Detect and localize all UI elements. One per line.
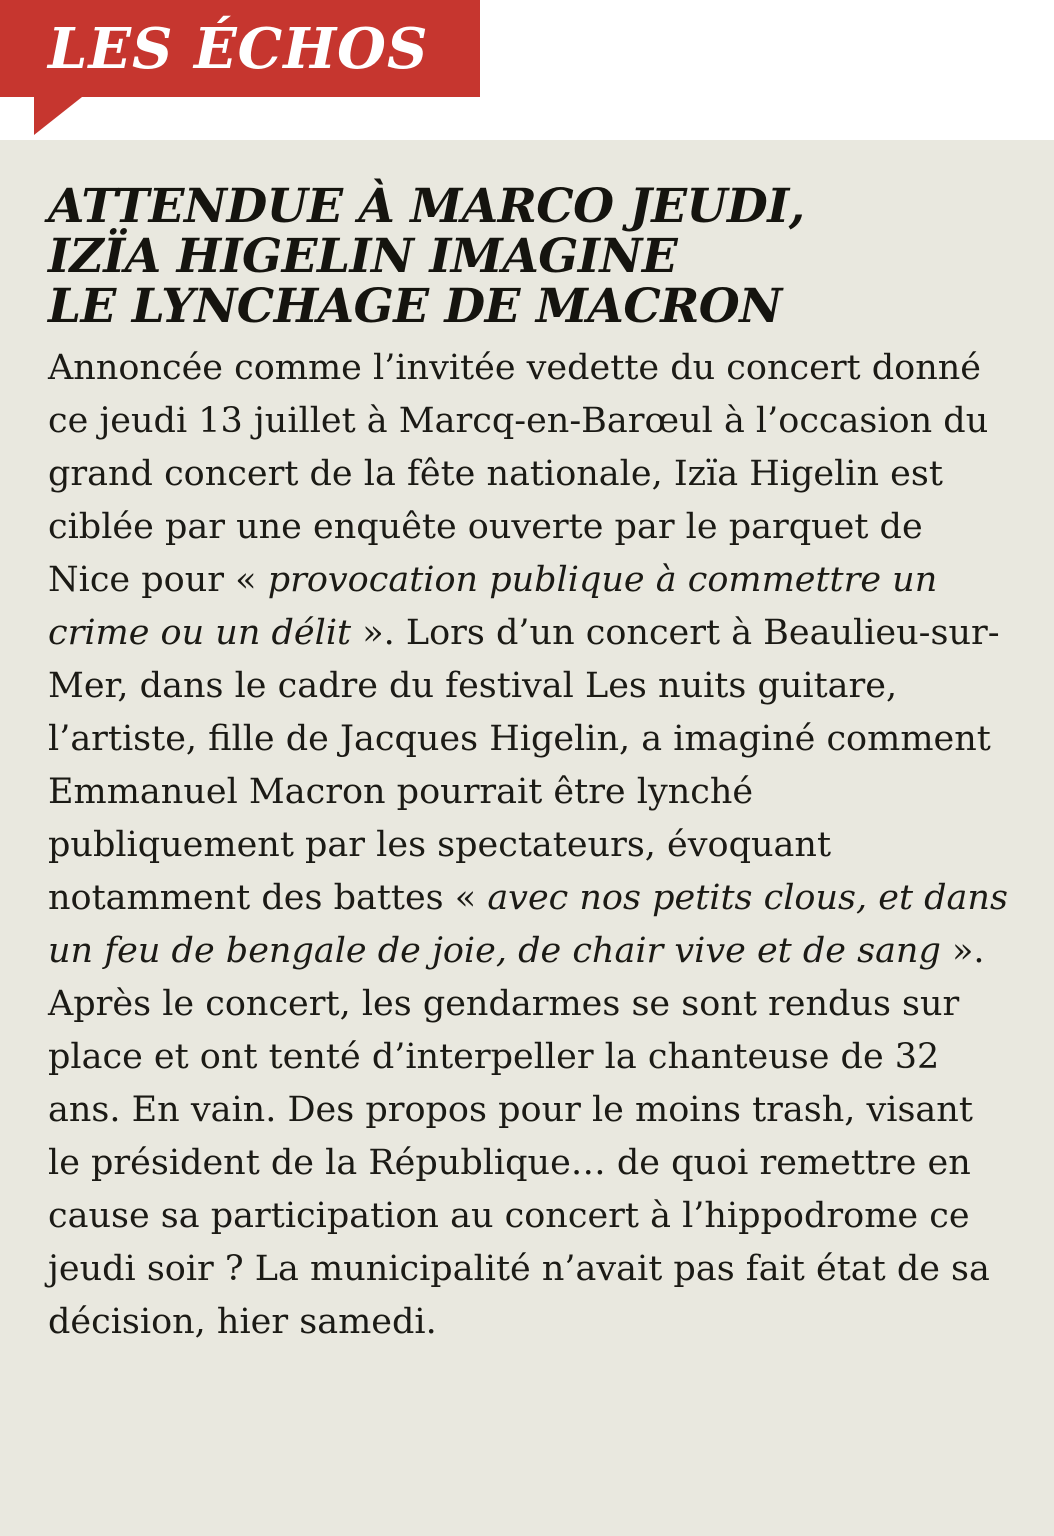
headline-line-1: ATTENDUE À MARCO JEUDI, [48,179,805,234]
article-body [48,342,1010,1349]
body-quote-italic: avec nos petits clous, et dans un feu de bengale de joie, de chair vive et de sang [48,878,1008,971]
body-text-run: ». Après le concert, les gendarmes se sont rendus sur place et ont tenté d’interpeller la chanteuse de 32 ans. En vain. Des propos pour le moins trash, visant le président de la République… de quoi remettre en cause sa participation au concert à l’hippodrome ce jeudi soir ? La municipalité n’avait pas fait état de sa décision, hier samedi. [48,931,990,1342]
masthead-flag-tail [34,97,82,135]
headline-line-2: IZÏA HIGELIN IMAGINE [48,229,678,284]
masthead-title: LES ÉCHOS [48,16,429,82]
article-headline [48,179,1010,334]
body-quote-italic: provocation publique à commettre un crime ou un délit [48,560,938,653]
headline-line-3: LE LYNCHAGE DE MACRON [48,279,782,334]
body-text-run: ». Lors d’un concert à Beaulieu-sur-Mer, dans le cadre du festival Les nuits guitare, l’artiste, fille de Jacques Higelin, a imaginé comment Emmanuel Macron pourrait être lynché publiquement par les spectateurs, évoquant notamment des battes « [48,613,1000,918]
body-text-run: Annoncée comme l’invitée vedette du concert donné ce jeudi 13 juillet à Marcq-en-Barœul à l’occasion du grand concert de la fête nationale, Izïa Higelin est ciblée par une enquête ouverte par le parquet de Nice pour « [48,348,989,600]
article [0,179,1054,1349]
masthead [0,0,1054,140]
